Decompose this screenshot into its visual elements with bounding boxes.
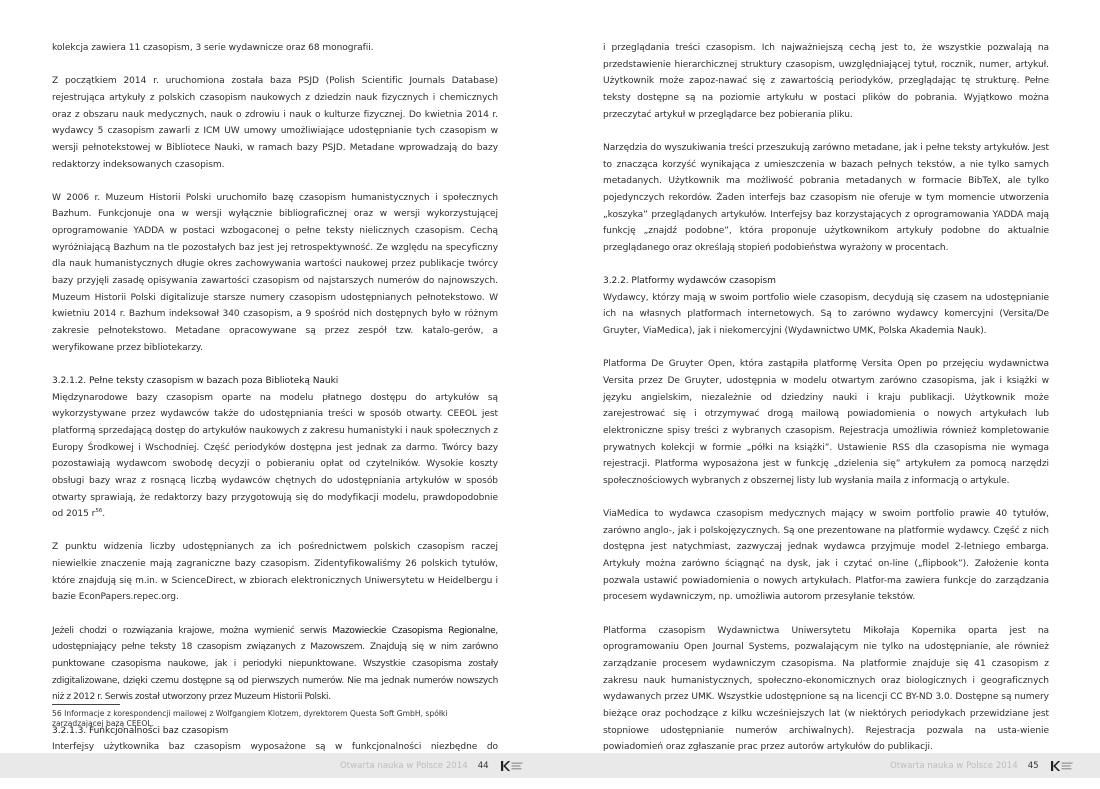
paragraph-text-end: . xyxy=(102,509,106,520)
paragraph: W 2006 r. Muzeum Historii Polski uruchomiło bazę czasopism humanistycznych i społecznych Bazhum. Funkcjonuje ona w wersji wyłącznie bibliograficznej oraz w wersji wykorzystującej oprogramowanie YADDA w postaci wzbogaconej o pełne teksty nielicznych czasopism. Cechą wyróżniającą Bazhum na tle pozostałych baz jest jej retrospektywność. Ze względu na specyficzny dla nauk humanistycznych długie okres zachowywania wartości naukowej przez publikacje twórcy bazy przyjęli zasadę opisywania zawartości czasopism od najstarszych numerów do najnowszych. Muzeum Historii Polski digitalizuje starsze numery czasopism udostępnianych pełnotekstowo. W kwietniu 2014 r. Bazhum indeksował 340 czasopism, a 9 spośród nich dostępnych było w różnym zakresie pełnotekstowo. Metadane opracowywane są przez zespół tzw. katalo-gerów, a weryfikowane przez bibliotekarzy. xyxy=(52,192,498,353)
section-heading: 3.2.1.2. Pełne teksty czasopism w bazach poza Biblioteką Nauki xyxy=(52,375,339,386)
koalicja-logo-icon xyxy=(501,761,523,771)
paragraph-text: Międzynarodowe bazy czasopism oparte na modelu płatnego dostępu do artykułów są wykorzystywane przez wydawców także do udostępniania treści w sposób otwarty. CEEOL jest platformą sprzedającą dostęp do artykułów naukowych z zakresu humanistyki i nauk społecznych z Europy Środkowej i Wschodniej. Część periodyków dostępna jest jednak za darmo. Twórcy bazy pozostawiają wydawcom swobodę decyzji o pobieraniu opłat od czytelników. Wysokie koszty obsługi bazy wraz z rosnącą liczbą wydawców chętnych do udostępniania artykułów w sposób otwarty sprawiają, że redaktorzy bazy przygotowują się do modyfikacji modelu, prawdopodobnie od 2015 r xyxy=(52,392,498,520)
page-number: 45 xyxy=(1027,760,1039,771)
paragraph: Platforma De Gruyter Open, która zastąpiła platformę Versita Open po przejęciu wydawnictwa Versita przez De Gruyter, udostępnia w modelu otwartym zarówno czasopisma, jak i książki w języku angielskim, niezależnie od dziedziny nauki i kraju publikacji. Użytkownik może zarejestrować się i otrzymywać drogą mailową powiadomienia o nowych artykułach lub elektroniczne spisy treści z wybranych czasopism. Rejestracja umożliwia również kompletowanie prywatnych kolekcji w formie „półki na książki”. Ustawienie RSS dla czasopisma nie wymaga rejestracji. Platforma wyposażona jest w funkcję „dzielenia się” artykułem za pomocą narzędzi społecznościowych wybranych z obszernej listy lub wysłania maila z informacją o artykule. xyxy=(603,359,1049,486)
section-heading: 3.2.2. Platformy wydawców czasopism xyxy=(603,276,776,287)
paragraph-text: Jeżeli chodzi o rozwiązania krajowe, można wymienić serwis xyxy=(52,625,333,636)
left-column xyxy=(52,40,498,789)
service-link[interactable]: Mazowieckie Czasopisma Regionalne xyxy=(332,625,496,636)
footer-title: Otwarta nauka w Polsce 2014 xyxy=(340,760,468,771)
paragraph: Wydawcy, którzy mają w swoim portfolio wiele czasopism, decydują się czasem na udostępnianie ich na własnych platformach internetowych. Są to zarówno wydawcy komercyjni (Versita/De Gruyter, ViaMedica), jak i niekomercyjni (Wydawnictwo UMK, Polska Akademia Nauk). xyxy=(603,292,1049,337)
paragraph: ViaMedica to wydawca czasopism medycznych mający w swoim portfolio prawie 40 tytułów, zarówno anglo-, jak i polskojęzycznych. Są one prezentowane na platformie wydawcy. Część z nich dostępna jest natychmiast, zazwyczaj jednak wydawca przyjmuje model 2-letniego embarga. Artykuły można zarówno ściągnąć na dysk, jak i czytać on-line („flipbook”). Założenie konta pozwala ustawić powiadomienia o nowych artykułach. Platfor-ma zawiera funkcje do zarządzania procesem wydawniczym, np. umożliwia autorom przesyłanie tekstów. xyxy=(603,509,1049,603)
footer-left xyxy=(340,753,523,778)
footer-right xyxy=(890,753,1073,778)
paragraph: Z punktu widzenia liczby udostępnianych za ich pośrednictwem polskich czasopism raczej niewielkie znaczenie mają zagraniczne bazy czasopism. Zidentyfikowaliśmy 26 polskich tytułów, które znajdują się m.in. w ScienceDirect, w zbiorach elektronicznych Uniwersytetu w Heidelbergu i bazie EconPapers.repec.org. xyxy=(52,542,498,603)
paragraph: i przeglądania treści czasopism. Ich najważniejszą cechą jest to, że wszystkie pozwalają na przedstawienie hierarchicznej struktury czasopism, uwzględniającej tytuł, rocznik, numer, artykuł. Użytkownik może zapoz-nawać się z zawartością periodyków, przeglądając tę strukturę. Pełne teksty dostępne są na poziomie artykułu w postaci plików do pobrania. Wyjątkowo można przeczytać artykuł w przeglądarce bez pobierania pliku. xyxy=(603,43,1049,120)
footnote-ref[interactable]: 56 xyxy=(95,508,103,515)
page-number: 44 xyxy=(477,760,489,771)
paragraph: Z początkiem 2014 r. uruchomiona została baza PSJD (Polish Scientific Journals Database) rejestrująca artykuły z polskich czasopism naukowych z dziedzin nauk fizycznych i chemicznych oraz z obszaru nauk medycznych, nauk o zdrowiu i nauk o kulturze fizycznej. Do kwietnia 2014 r. wydawcy 5 czasopism zawarli z ICM UW umowy umożliwiające udostępnianie tych czasopism w wersji pełnotekstowej w Bibliotece Nauki, w ramach bazy PSJD. Metadane wprowadzają do bazy redaktorzy indeksowanych czasopism. xyxy=(52,76,498,170)
paragraph xyxy=(52,390,498,523)
footer-title: Otwarta nauka w Polsce 2014 xyxy=(890,760,1018,771)
footer-bar xyxy=(0,753,1100,778)
paragraph: Interfejsy użytkownika baz czasopism wyposażone są w funkcjonalności niezbędne do xyxy=(52,742,498,753)
paragraph: Platforma czasopism Wydawnictwa Uniwersytetu Mikołaja Kopernika oparta jest na oprogramowaniu Open Journal Systems, pozwalającym nie tylko na udostępnianie, ale również zarządzanie procesem wydawniczym czasopisma. Na platformie znajduje się 41 czasopism z zakresu nauk humanistycznych, społeczno-ekonomicznych oraz biologicznych i geograficznych wydawanych przez UMK. Wszystkie udostępnione są na licencji CC BY-ND 3.0. Dostępne są numery bieżące oraz pochodzące z kilku wcześniejszych lat (w niektórych periodykach przewidziane jest stopniowe udostępnianie numerów archiwalnych). Rejestracja pozwala na usta-wienie powiadomień oraz zgłaszanie prac przez autorów artykułów do publikacji. xyxy=(603,625,1049,753)
koalicja-logo-icon xyxy=(1051,761,1073,771)
paragraph: kolekcja zawiera 11 czasopism, 3 serie wydawnicze oraz 68 monografii. xyxy=(52,43,374,53)
paragraph: Narzędzia do wyszukiwania treści przeszukują zarówno metadane, jak i pełne teksty artykułów. Jest to znacząca korzyść wynikająca z umieszczenia w bazach pełnych tekstów, a nie tylko samych metadanych. Użytkownik ma możliwość pobrania metadanych w formacie BibTeX, ale tylko pojedynczych rekordów. Żaden interfejs baz czasopism nie oferuje w tym momencie utworzenia „koszyka” przeglądanych artykułów. Interfejsy baz korzystających z oprogramowania YADDA mają funkcję „znajdź podobne”, która proponuje użytkownikom artykuły podobne do aktualnie przeglądanego oraz określają stopień podobieństwa wyrażony w procentach. xyxy=(603,142,1049,253)
footnote: 56 Informacje z korespondencji mailowej z Wolfgangiem Klotzem, dyrektorem Questa Soft GmbH, spółki zarządzającej bazą CEEOL. xyxy=(52,709,448,728)
section-heading: 3.2.1.3. Funkcjonalności baz czasopism xyxy=(52,725,229,736)
right-column xyxy=(603,40,1049,773)
paragraph-text: , udostępniający pełne teksty 18 czasopism związanych z Mazowszem. Znajdują się w nim zarówno punktowane czasopisma naukowe, jak i periodyki niepunktowane. Wszystkie czasopisma zostały zdigitalizowane, dzięki czemu dostępne są od pierwszych numerów. Nie ma jednak numerów nowszych niż z 2012 r. Serwis został utworzony przez Muzeum Historii Polski. xyxy=(52,625,498,703)
paragraph xyxy=(52,623,498,706)
footnote-divider xyxy=(52,704,120,705)
